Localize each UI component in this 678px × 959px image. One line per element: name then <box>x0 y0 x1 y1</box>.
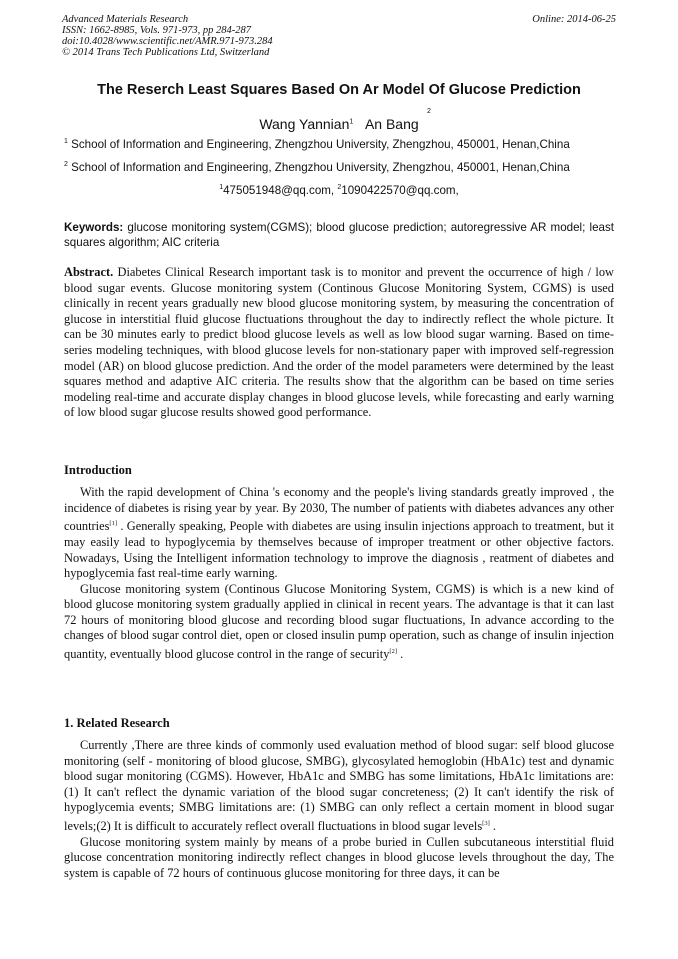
author-2-sup: 2 <box>427 108 431 115</box>
related-p1-text-a: Currently ,There are three kinds of commonly used evaluation method of blood sugar: self blood glucose monitoring (self - monitoring of blood glucose, SMBG), glycosylated hemoglobin (HbA1c) test and dynamic blood sugar monitoring (CGMS). However, HbA1c and SMBG has some limitations, HbA1c limitations are:(1) It can't reflect the dynamic variation of the blood sugar concreteness; (2) It can't identify the risk of hypoglycemia events; SMBG limitations are: (1) SMBG can only reflect a certain moment in blood sugar levels;(2) It is difficult to accurately reflect overall fluctuations in blood sugar levels <box>64 738 614 834</box>
intro-paragraph-2 <box>64 582 614 663</box>
author-1: Wang Yannian <box>259 116 350 132</box>
citation-2: [2] <box>389 648 397 656</box>
author-1-sup: 1 <box>349 118 354 126</box>
keywords-text: glucose monitoring system(CGMS); blood glucose prediction; autoregressive AR model; least squares algorithm; AIC criteria <box>64 221 614 249</box>
related-paragraph-2: Glucose monitoring system mainly by means of a probe buried in Cullen subcutaneous interstitial fluid glucose concentration monitoring indirectly reflect changes in blood glucose levels throughout the day, The system is capable of 72 hours of continuous glucose monitoring for three days, it can be <box>64 834 614 880</box>
intro-p2-text-b: . <box>397 647 404 662</box>
journal-name: Advanced Materials Research <box>62 14 189 25</box>
issn: ISSN: 1662-8985, Vols. 971-973, pp 284-287 <box>62 25 251 36</box>
affiliation-1 <box>64 138 616 151</box>
introduction-heading: Introduction <box>64 463 132 477</box>
intro-p2-text-a: Glucose monitoring system (Continous Glucose Monitoring System, CGMS) is which is a new kind of blood glucose monitoring system gradually applied in clinical in recent years. The advantage is that it can last 72 hours of monitoring blood glucose and recording blood sugar fluctuations, In advance according to the changes of blood sugar control diet, open or closed insulin pump operation, such as change of insulin injection quantity, eventually blood glucose control in the range of security <box>64 581 614 662</box>
online-date: Online: 2014-06-25 <box>532 14 616 25</box>
journal-header <box>62 14 273 58</box>
related-paragraph-1 <box>64 738 614 835</box>
email-1: 475051948@qq.com, <box>223 184 338 197</box>
emails <box>0 184 678 197</box>
aff-2-text: School of Information and Engineering, Zhengzhou University, Zhengzhou, 450001, Henan,China <box>71 161 570 174</box>
copyright: © 2014 Trans Tech Publications Ltd, Switzerland <box>62 47 270 58</box>
author-2: An Bang <box>364 116 419 132</box>
email-2-sup: 2 <box>337 184 342 192</box>
email-1-sup: 1 <box>219 184 224 192</box>
intro-paragraph-1 <box>64 485 614 582</box>
related-p1-text-b: . <box>489 819 496 834</box>
abstract-label: Abstract. <box>64 265 114 279</box>
intro-p1-text-a: With the rapid development of China 's economy and the people's living standards greatly improved , the incidence of diabetes is rising year by year. By 2030, The number of patients with diabetes advances any other countries <box>64 485 614 534</box>
related-research-heading: 1. Related Research <box>64 716 170 730</box>
paper-title: The Reserch Least Squares Based On Ar Model Of Glucose Prediction <box>97 82 581 98</box>
aff-2-sup: 2 <box>64 161 68 169</box>
keywords <box>64 220 614 250</box>
authors <box>0 116 678 132</box>
keywords-label: Keywords: <box>64 221 124 234</box>
aff-1-text: School of Information and Engineering, Zhengzhou University, Zhengzhou, 450001, Henan,China <box>71 138 570 151</box>
abstract-text: Diabetes Clinical Research important task is to monitor and prevent the occurrence of high / low blood sugar events. Glucose monitoring system (Continous Glucose Monitoring System, CGMS) is used clinically in recent years gradually new blood glucose monitoring system, by measuring the concentration of glucose in interstitial fluid glucose fluctuations throughout the day to indirectly reflect the whole picture. It can be 30 minutes early to predict blood glucose levels as well as low blood sugar warning. Based on time-series modeling techniques, with blood glucose levels for non-stationary paper with improved self-regression model (AR) on blood glucose prediction. And the order of the model parameters were determined by the least squares method and adaptive AIC criteria. The results show that the algorithm can be based on time series modeling real-time and accurate display changes in blood glucose levels, while forecasting and early warning of low blood sugar glucose results showed good performance. <box>64 265 614 420</box>
citation-1: [1] <box>109 520 118 528</box>
citation-3: [3] <box>482 819 490 827</box>
aff-1-sup: 1 <box>64 138 68 146</box>
doi: doi:10.4028/www.scientific.net/AMR.971-973.284 <box>62 36 273 47</box>
email-2: 1090422570@qq.com, <box>341 184 459 197</box>
abstract <box>64 265 614 421</box>
intro-p1-text-b: . Generally speaking, People with diabetes are using insulin injections approach to treatment, but it may easily lead to hypoglycemia by themselves because of improper treatment or other objective factors. Nowadays, Using the Intelligent information technology to improve the diagnosis , reatment of diabetes and hypoglycemia fast real-time early warning. <box>64 519 614 581</box>
related-research-body <box>64 738 614 881</box>
introduction-body <box>64 485 614 663</box>
affiliation-2 <box>64 161 616 174</box>
